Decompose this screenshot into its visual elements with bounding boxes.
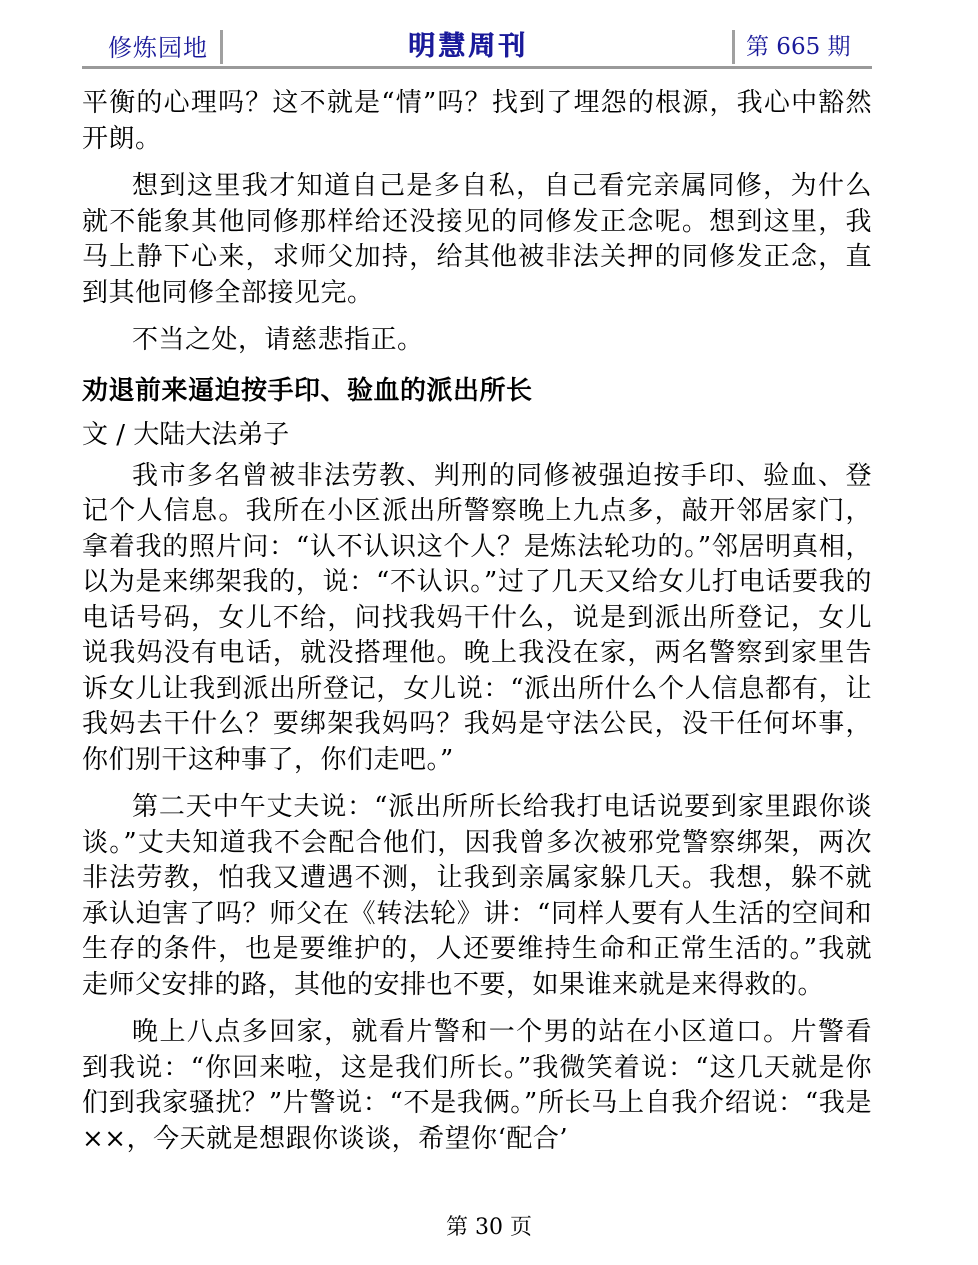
article-title: 劝退前来逼迫按手印、验血的派出所长 (82, 375, 533, 406)
section-name: 修炼园地 (108, 34, 208, 62)
article-byline: 文 / 大陆大法弟子 (82, 419, 290, 450)
issue-number: 第 665 期 (746, 34, 851, 60)
header-rule (82, 66, 872, 69)
paragraph: 想到这里我才知道自己是多自私，自己看完亲属同修，为什么就不能象其他同修那样给还没接见的同修发正念呢。想到这里，我马上静下心来，求师父加持，给其他被非法关押的同修发正念，直到其他同修全部接见完。 (82, 171, 872, 308)
paragraph: 平衡的心理吗？这不就是“情”吗？找到了埋怨的根源，我心中豁然开朗。 (82, 88, 872, 154)
paragraph: 不当之处，请慈悲指正。 (132, 325, 424, 355)
paragraph: 我市多名曾被非法劳教、判刑的同修被强迫按手印、验血、登记个人信息。我所在小区派出所警察晚上九点多，敲开邻居家门，拿着我的照片问：“认不认识这个人？是炼法轮功的。”邻居明真相，以为是来绑架我的，说：“不认识。”过了几天又给女儿打电话要我的电话号码，女儿不给，问找我妈干什么，说是到派出所登记，女儿说我妈没有电话，就没搭理他。晚上我没在家，两名警察到家里告诉女儿让我到派出所登记，女儿说：“派出所什么个人信息都有，让我妈去干什么？要绑架我妈吗？我妈是守法公民，没干任何坏事，你们别干这种事了，你们走吧。” (82, 460, 872, 775)
page-header (82, 22, 872, 68)
page-number: 第 30 页 (446, 1215, 532, 1240)
header-divider (220, 30, 223, 64)
header-divider (732, 30, 735, 64)
publication-title: 明慧周刊 (408, 31, 528, 62)
paragraph: 第二天中午丈夫说：“派出所所长给我打电话说要到家里跟你谈谈。”丈夫知道我不会配合他们，因我曾多次被邪党警察绑架，两次非法劳教，怕我又遭遇不测，让我到亲属家躲几天。我想，躲不就承认迫害了吗？师父在《转法轮》讲：“同样人要有人生活的空间和生存的条件，也是要维护的，人还要维持生命和正常生活的。”我就走师父安排的路，其他的安排也不要，如果谁来就是来得救的。 (82, 792, 872, 1000)
paragraph: 晚上八点多回家，就看片警和一个男的站在小区道口。片警看到我说：“你回来啦，这是我们所长。”我微笑着说：“这几天就是你们到我家骚扰？”片警说：“不是我俩。”所长马上自我介绍说：“我是××，今天就是想跟你谈谈，希望你‘配合’ (82, 1017, 872, 1154)
page-content (82, 86, 872, 1157)
